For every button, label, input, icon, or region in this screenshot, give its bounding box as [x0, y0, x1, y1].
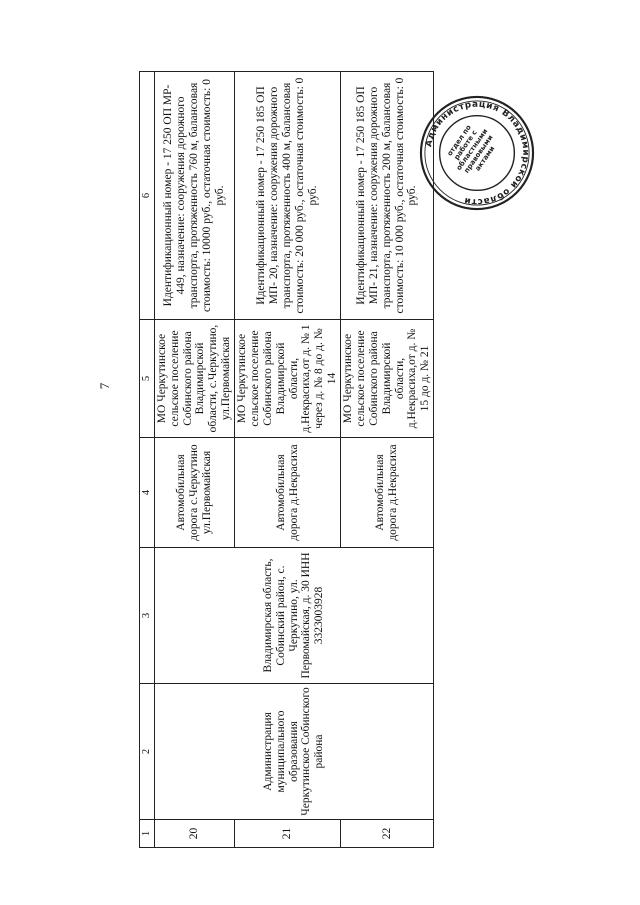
header-col-1: 1: [140, 820, 155, 848]
register-table-rotated: [139, 72, 432, 848]
object-name-cell: Автомобильная дорога д.Некрасиха: [235, 438, 341, 548]
header-col-2: 2: [140, 684, 155, 820]
object-details-cell: Идентификационный номер - 17 250 185 ОП МП- 21, назначение: сооружения дорожного транспорта, протяженность 200 м, балансовая стоимость: 10 000 руб., остаточная стоимость: 0 руб.: [341, 72, 434, 320]
object-name-cell: Автомобильная дорога с.Черкутино ул.Первомайская: [154, 438, 234, 548]
object-details-cell: Идентификационный номер - 17 250 ОП МР- 449, назначение: сооружения дорожного транспорта, протяженность 760 м, балансовая стоимость: 10000 руб., остаточная стоимость: 0 руб.: [154, 72, 234, 320]
object-location-cell: МО Черкутинское сельское поселение Собинского района Владимирской области, д.Некрасиха,от д. № 1 через д. № 8 до д. № 14: [235, 320, 341, 438]
object-details-cell: Идентификационный номер - 17 250 185 ОП МП- 20, назначение: сооружения дорожного транспорта, протяженность 400 м, балансовая стоимость: 20 000 руб., остаточная стоимость: 0 руб.: [235, 72, 341, 320]
holder-name-cell: Администрация муниципального образования Черкутинское Собинского района: [154, 684, 433, 820]
official-stamp: [418, 94, 536, 212]
header-col-3: 3: [140, 548, 155, 684]
object-name-cell: Автомобильная дорога д.Некрасиха: [341, 438, 434, 548]
header-col-6: 6: [140, 72, 155, 320]
row-number: 21: [235, 820, 341, 848]
register-table: [139, 71, 434, 848]
header-col-4: 4: [140, 438, 155, 548]
row-number: 22: [341, 820, 434, 848]
stamp-seal-icon: [418, 94, 536, 212]
holder-address-cell: Владимирская область, Собинский район, с. Черкутино, ул. Первомайская, д. 30 ИНН 3323003928: [154, 548, 433, 684]
object-location-cell: МО Черкутинское сельское поселение Собинского района Владимирской области, д.Некрасиха,от д. № 15 до д. № 21: [341, 320, 434, 438]
object-location-cell: МО Черкутинское сельское поселение Собинского района Владимирской области, с.Черкутино, ул.Первомайская: [154, 320, 234, 438]
page-number: 7: [97, 382, 112, 390]
table-row: [154, 72, 234, 848]
header-col-5: 5: [140, 320, 155, 438]
row-number: 20: [154, 820, 234, 848]
stamp-inner-text: отдел по работе с областными правовыми актами: [445, 123, 497, 175]
stamp-outer-text: Администрация Владимирской области: [424, 99, 531, 207]
table-header-row: [140, 72, 155, 848]
